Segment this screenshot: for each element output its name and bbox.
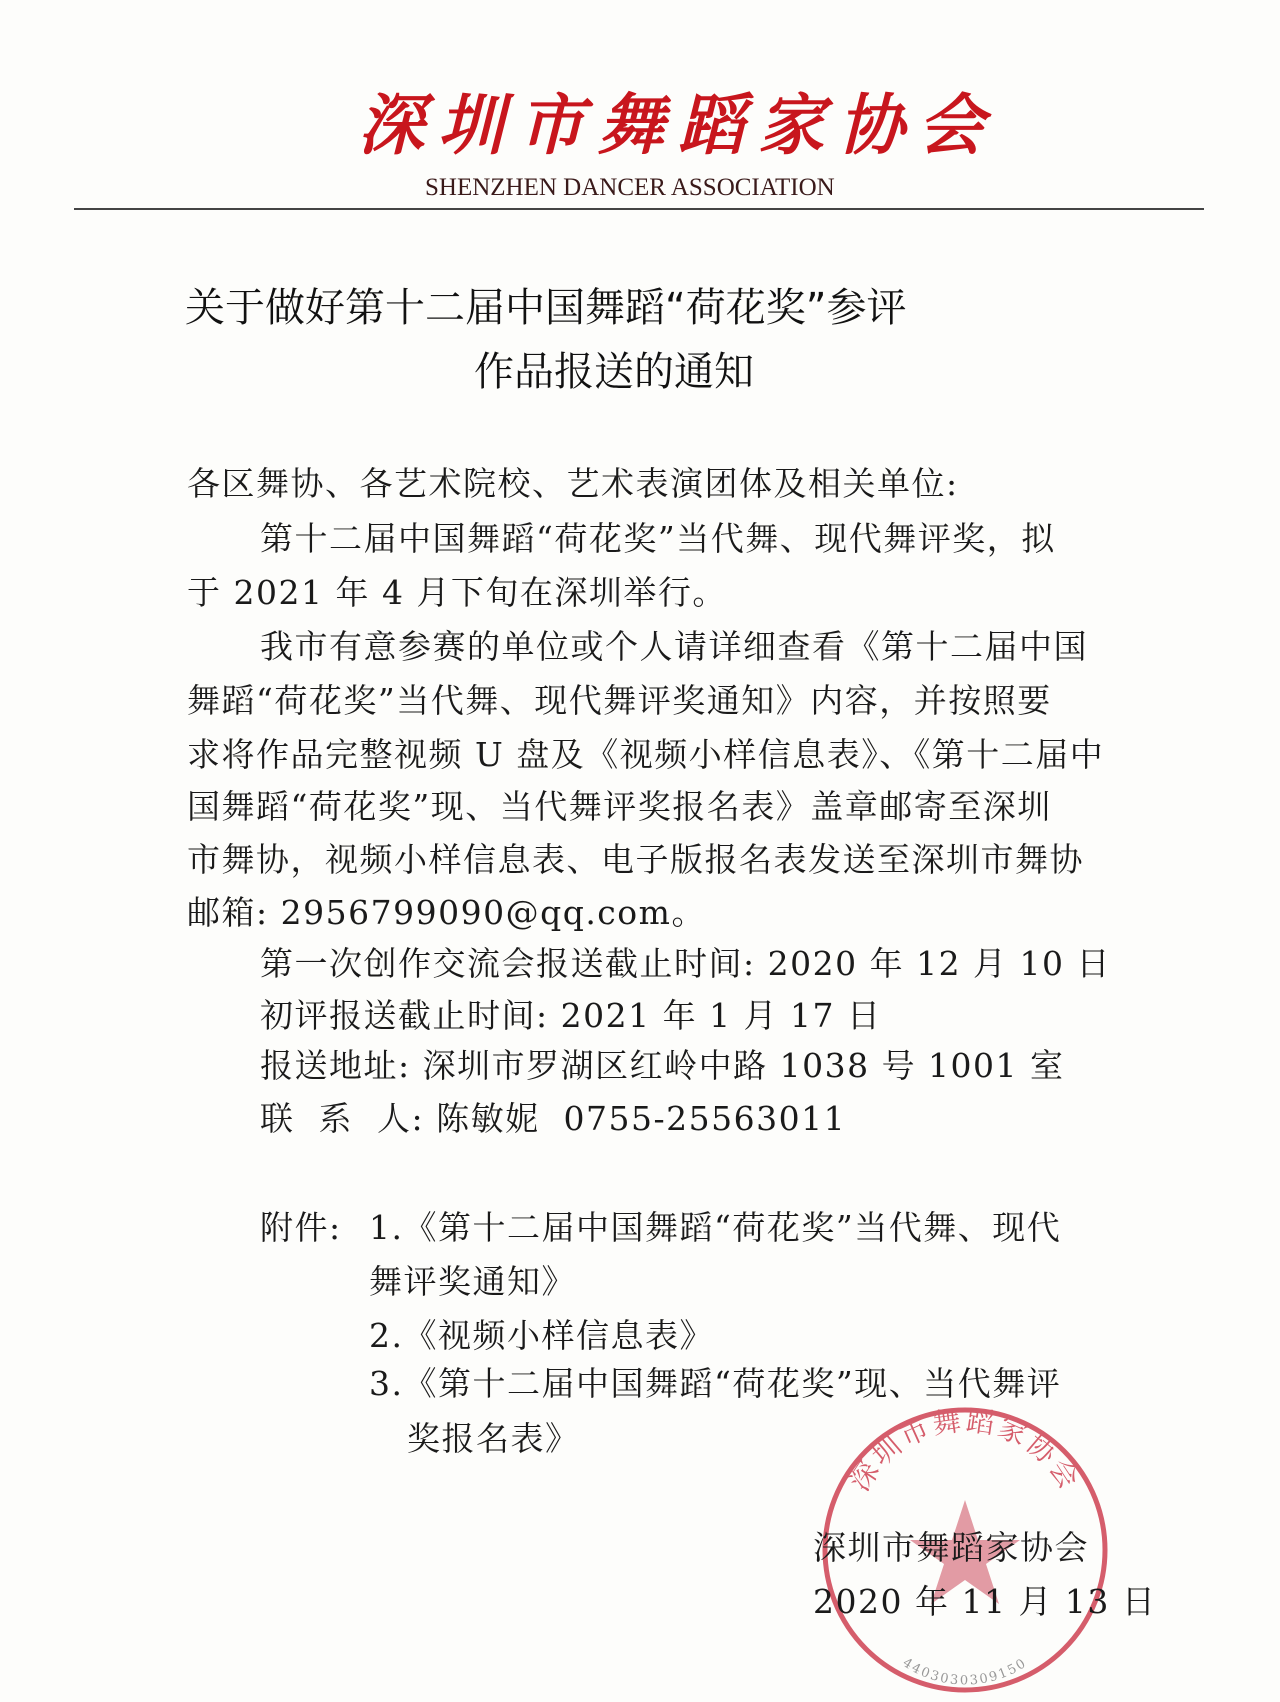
- signature-org: 深圳市舞蹈家协会: [813, 1528, 1089, 1567]
- notice-title-line1: 关于做好第十二届中国舞蹈“荷花奖”参评: [185, 285, 907, 331]
- contact-person: 联 系 人: 陈敏妮 0755-25563011: [260, 1099, 847, 1138]
- letterhead-divider: [74, 208, 1204, 210]
- email-line: 邮箱: 2956799090@qq.com。: [187, 893, 706, 932]
- attachment-item: 舞评奖通知》: [369, 1262, 576, 1301]
- body-line: 求将作品完整视频 U 盘及《视频小样信息表》、《第十二届中: [187, 735, 1105, 774]
- signature-date: 2020 年 11 月 13 日: [813, 1582, 1157, 1621]
- seal-text: 深圳市舞蹈家协会: [842, 1403, 1088, 1497]
- body-line: 舞蹈“荷花奖”当代舞、现代舞评奖通知》内容，并按照要: [187, 681, 1052, 720]
- submission-address: 报送地址: 深圳市罗湖区红岭中路 1038 号 1001 室: [260, 1046, 1065, 1085]
- body-line: 我市有意参赛的单位或个人请详细查看《第十二届中国: [260, 627, 1088, 666]
- letterhead-logo-en: SHENZHEN DANCER ASSOCIATION: [425, 174, 835, 201]
- seal-code: 4403030309150: [899, 1655, 1031, 1689]
- salutation: 各区舞协、各艺术院校、艺术表演团体及相关单位:: [187, 464, 959, 503]
- attachments-label: 附件:: [260, 1208, 342, 1247]
- letterhead-logo-cn: 深圳市舞蹈家协会: [358, 86, 998, 164]
- notice-title-line2: 作品报送的通知: [474, 349, 754, 395]
- attachment-item: 3.《第十二届中国舞蹈“荷花奖”现、当代舞评: [369, 1364, 1062, 1403]
- body-line: 于 2021 年 4 月下旬在深圳举行。: [187, 573, 727, 612]
- attachment-item: 2.《视频小样信息表》: [369, 1316, 714, 1355]
- attachment-item: 奖报名表》: [407, 1419, 580, 1458]
- deadline-first-exchange: 第一次创作交流会报送截止时间: 2020 年 12 月 10 日: [260, 944, 1112, 983]
- deadline-preliminary: 初评报送截止时间: 2021 年 1 月 17 日: [260, 996, 882, 1035]
- body-line: 国舞蹈“荷花奖”现、当代舞评奖报名表》盖章邮寄至深圳: [187, 787, 1052, 826]
- attachment-item: 1.《第十二届中国舞蹈“荷花奖”当代舞、现代: [369, 1208, 1062, 1247]
- body-line: 第十二届中国舞蹈“荷花奖”当代舞、现代舞评奖，拟: [260, 519, 1056, 558]
- body-line: 市舞协，视频小样信息表、电子版报名表发送至深圳市舞协: [187, 840, 1084, 879]
